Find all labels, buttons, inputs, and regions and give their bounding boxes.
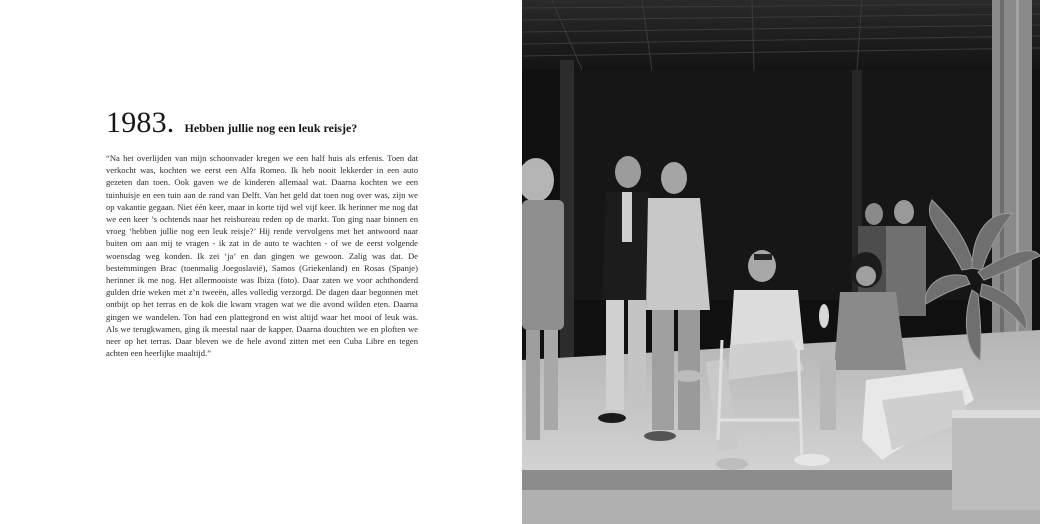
photo-illustration <box>522 0 1040 524</box>
roof <box>522 0 1040 70</box>
article-heading <box>106 106 426 140</box>
vacation-photo <box>522 0 1040 524</box>
article-body: “Na het overlijden van mijn schoonvader kregen we een half huis als erfenis. Toen dat verkocht was, kochten we eerst een Alfa Romeo. Ik heb nooit lekkerder in een auto gezeten dan toen. Ook gaven we de kinderen allemaal wat. Daarna kochten we een tuinhuisje en een tuin aan de rand van Delft. Van het geld dat toen nog over was, zijn we op vakantie gegaan. Niet één keer, maar in korte tijd wel vijf keer. Ik herinner me nog dat we een keer ’s ochtends naar het reisbureau reden op de markt. Ton ging naar binnen en vroeg ‘hebben jullie nog een leuk reisje?’ Hij rende vervolgens met het antwoord naar buiten om aan mij te vragen - ik zat in de auto te wachten - of we de eerst volgende woensdag weg konden. Ik zei ‘ja’ en dan gingen we gewoon. Zalig was dat. De bestemmingen Brac (toenmalig Joegoslavië), Samos (Griekenland) en Rosas (Spanje) herinner ik me nog. Het allermooiste was Ibiza (foto). Daar zaten we voor achthonderd gulden drie weken met z’n tweeën, alles volledig verzorgd. De dagen daar begonnen met ontbijt op het terras en de kok die kwam vragen wat we die avond wilden eten. Daarna gingen we wandelen. Ton had een plattegrond en wist altijd waar het mooi of leuk was. Als we terugkwamen, ging ik meestal naar de kapper. Daarna douchten we en ploften we neer op het terras. Daar bleven we de hele avond zitten met een Cuba Libre en tegen achten een heerlijke maaltijd.” <box>106 153 418 359</box>
planter <box>952 410 1040 510</box>
article-title: Hebben jullie nog een leuk reisje? <box>184 121 358 135</box>
article-year: 1983. <box>106 106 175 139</box>
